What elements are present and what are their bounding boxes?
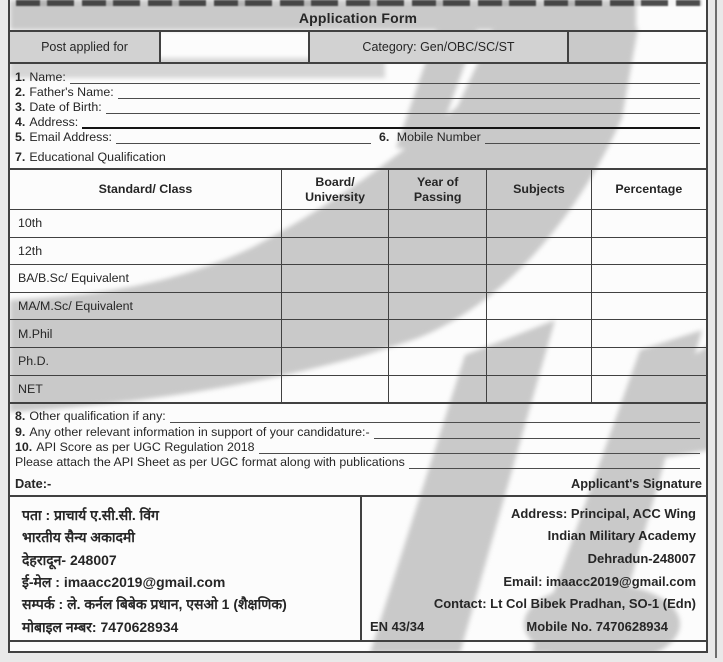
- edu-cell-blank: [487, 265, 591, 293]
- hindi-academy-line: भारतीय सैन्य अकादमी: [22, 529, 135, 546]
- field-other-information: [15, 424, 700, 439]
- edu-cell-blank: [487, 320, 591, 348]
- edu-row-label: M.Phil: [10, 320, 281, 348]
- edu-cell-blank: [281, 347, 388, 375]
- contact-english-block: [362, 497, 706, 640]
- field-education-number: 7.: [15, 149, 26, 164]
- additional-fields: [10, 404, 706, 470]
- field-email-number: 5.: [15, 129, 26, 144]
- english-address-line: Address: Principal, ACC Wing: [510, 505, 696, 521]
- edu-row-phd: [10, 347, 706, 375]
- edu-table-header-row: [10, 169, 706, 209]
- edu-cell-blank: [389, 347, 487, 375]
- field-api-sheet-note: [15, 455, 700, 470]
- edu-row-label: NET: [10, 375, 281, 403]
- field-email-blank-line: [116, 131, 371, 144]
- field-name: [15, 69, 700, 84]
- field-dob-label: Date of Birth:: [29, 99, 102, 114]
- edu-header-board-university: Board/ University: [281, 169, 388, 209]
- hindi-mobile-line: मोबाइल नम्बर: 7470628934: [22, 618, 179, 635]
- edu-cell-blank: [389, 237, 487, 265]
- edu-cell-blank: [281, 375, 388, 403]
- field-father-label: Father's Name:: [29, 84, 114, 99]
- field-api-score: [15, 439, 700, 454]
- field-other-info-number: 9.: [15, 424, 26, 439]
- edu-header-standard-class: Standard/ Class: [10, 169, 281, 209]
- form-title: Application Form: [298, 10, 418, 26]
- edu-cell-blank: [281, 320, 388, 348]
- edu-row-label: Ph.D.: [10, 347, 281, 375]
- post-category-row: [10, 30, 706, 64]
- edu-header-year-of-passing: Year of Passing: [389, 169, 487, 209]
- application-form: [8, 0, 708, 653]
- field-father-name: [15, 84, 700, 99]
- field-other-qual-blank-line: [170, 410, 700, 423]
- field-api-note-label: Please attach the API Sheet as per UGC format along with publications: [15, 455, 405, 470]
- field-email-label: Email Address:: [29, 129, 112, 144]
- edu-cell-blank: [591, 209, 706, 237]
- field-father-blank-line: [118, 86, 700, 99]
- edu-row-12th: [10, 237, 706, 265]
- ref-and-mobile-row: [370, 616, 696, 639]
- applicant-signature-label: Applicant's Signature: [570, 475, 702, 491]
- english-city-line: Dehradun-248007: [587, 551, 696, 566]
- edu-cell-blank: [487, 292, 591, 320]
- edu-cell-blank: [389, 265, 487, 293]
- edu-cell-blank: [389, 209, 487, 237]
- edu-cell-blank: [281, 265, 388, 293]
- cropped-text-line: [16, 0, 702, 6]
- field-father-number: 2.: [15, 84, 26, 99]
- education-qualification-table: [10, 168, 706, 403]
- date-label: Date:-: [15, 475, 52, 491]
- field-mobile-blank-line: [485, 131, 700, 144]
- field-mobile-number-num: 6.: [378, 129, 390, 144]
- edu-cell-blank: [591, 237, 706, 265]
- edu-cell-blank: [487, 375, 591, 403]
- field-name-blank-line: [70, 71, 700, 84]
- edu-cell-blank: [487, 237, 591, 265]
- field-other-qual-label: Other qualification if any:: [29, 409, 166, 424]
- field-address: [15, 114, 700, 129]
- edu-row-ba-bsc: [10, 265, 706, 293]
- edu-row-ma-msc: [10, 292, 706, 320]
- edu-row-mphil: [10, 320, 706, 348]
- edu-row-label: BA/B.Sc/ Equivalent: [10, 265, 281, 293]
- field-other-info-label: Any other relevant information in support of your candidature:-: [29, 424, 370, 439]
- english-mobile-line: Mobile No. 7470628934: [526, 618, 668, 634]
- edu-cell-blank: [281, 292, 388, 320]
- edu-cell-blank: [389, 320, 487, 348]
- contact-hindi-block: [10, 497, 362, 640]
- edu-header-subjects: Subjects: [487, 169, 591, 209]
- field-dob-number: 3.: [15, 99, 26, 114]
- field-address-blank-line: [82, 115, 700, 129]
- field-api-score-label: API Score as per UGC Regulation 2018: [36, 440, 255, 455]
- edu-cell-blank: [281, 237, 388, 265]
- date-signature-row: [10, 470, 706, 495]
- edu-cell-blank: [389, 292, 487, 320]
- hindi-email-line: ई-मेल : imaacc2019@gmail.com: [22, 574, 226, 591]
- personal-fields: [10, 64, 706, 168]
- ref-code: EN 43/34: [370, 618, 425, 634]
- edu-row-net: [10, 375, 706, 403]
- english-academy-line: Indian Military Academy: [547, 528, 696, 544]
- english-email-line: Email: imaacc2019@gmail.com: [503, 573, 696, 589]
- edu-cell-blank: [591, 320, 706, 348]
- contact-footer: [10, 495, 706, 642]
- category-label: Category: Gen/OBC/SC/ST: [310, 32, 569, 62]
- edu-cell-blank: [591, 292, 706, 320]
- field-dob: [15, 99, 700, 114]
- field-name-number: 1.: [15, 69, 26, 84]
- field-education-label: Educational Qualification: [29, 149, 166, 164]
- edu-cell-blank: [389, 375, 487, 403]
- post-applied-value-cell: [161, 32, 310, 62]
- field-api-note-blank-line: [409, 456, 700, 469]
- edu-row-label: 10th: [10, 209, 281, 237]
- field-api-score-number: 10.: [15, 440, 33, 455]
- edu-row-label: 12th: [10, 237, 281, 265]
- field-dob-blank-line: [106, 101, 700, 114]
- edu-row-10th: [10, 209, 706, 237]
- edu-row-label: MA/M.Sc/ Equivalent: [10, 292, 281, 320]
- edu-cell-blank: [591, 375, 706, 403]
- post-applied-label: Post applied for: [10, 32, 161, 62]
- field-address-label: Address:: [29, 114, 79, 129]
- edu-cell-blank: [281, 209, 388, 237]
- edu-cell-blank: [487, 347, 591, 375]
- edu-cell-blank: [591, 347, 706, 375]
- field-other-qualification: [15, 409, 700, 424]
- hindi-address-line: पता : प्राचार्य ए.सी.सी. विंग: [22, 506, 159, 523]
- field-name-label: Name:: [29, 69, 66, 84]
- edu-cell-blank: [487, 209, 591, 237]
- field-address-number: 4.: [15, 114, 26, 129]
- edu-cell-blank: [591, 265, 706, 293]
- english-contact-line: Contact: Lt Col Bibek Pradhan, SO-1 (Edn): [433, 596, 696, 612]
- field-mobile-label: Mobile Number: [396, 129, 481, 144]
- field-email-mobile: [15, 129, 700, 144]
- hindi-city-line: देहरादून- 248007: [22, 551, 117, 568]
- hindi-contact-line: सम्पर्क : ले. कर्नल बिबेक प्रधान, एसओ 1 (शैक्षणिक): [22, 596, 287, 613]
- category-value-cell: [569, 32, 706, 62]
- field-other-info-blank-line: [374, 426, 700, 439]
- field-other-qual-number: 8.: [15, 409, 26, 424]
- field-education-heading: [15, 147, 700, 164]
- edu-header-percentage: Percentage: [591, 169, 706, 209]
- field-api-score-blank-line: [259, 441, 700, 454]
